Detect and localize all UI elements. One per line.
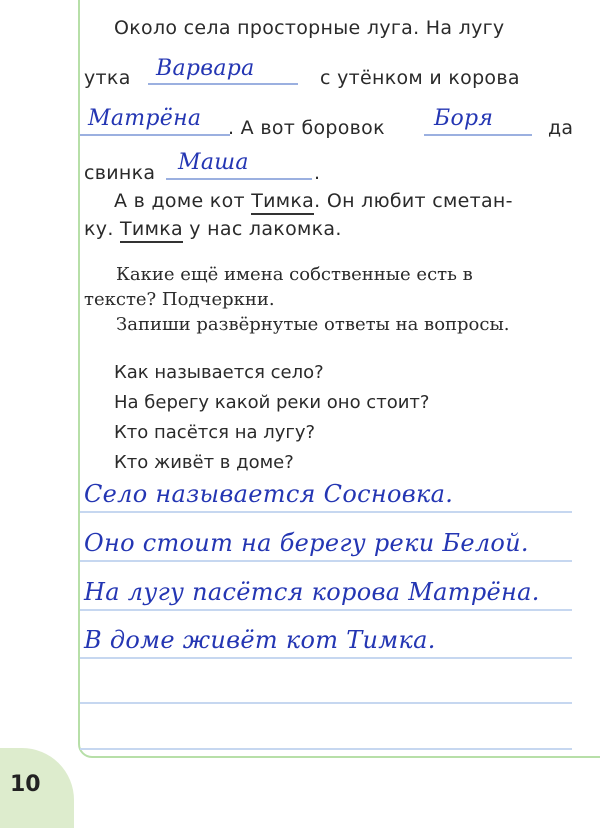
handwritten-answer-4: В доме живёт кот Тимка.	[84, 626, 436, 654]
text-fragment: у нас лакомка.	[189, 218, 342, 240]
text-line-2-end: с утёнком и корова	[320, 67, 520, 89]
task-1-line-2: тексте? Подчеркни.	[84, 289, 275, 310]
underlined-name-cat: Тимка	[251, 190, 314, 215]
handwritten-answer-1: Село называется Сосновка.	[84, 480, 454, 508]
task-2: Запиши развёрнутые ответы на вопросы.	[116, 314, 510, 335]
question-4: Кто живёт в доме?	[114, 452, 294, 473]
handwritten-answer-3: На лугу пасётся корова Матрёна.	[84, 578, 540, 606]
answer-rule	[80, 511, 572, 513]
handwritten-name-boar: Боря	[434, 106, 494, 131]
handwritten-answer-2: Оно стоит на берегу реки Белой.	[84, 529, 529, 557]
task-1-line-1: Какие ещё имена собственные есть в	[116, 264, 473, 285]
answer-blank-pig[interactable]	[166, 178, 312, 180]
answer-rule	[80, 609, 572, 611]
answer-rule	[80, 657, 572, 659]
handwritten-name-duck: Варвара	[156, 56, 255, 81]
handwritten-name-pig: Маша	[178, 150, 249, 175]
answer-blank-boar[interactable]	[424, 134, 532, 136]
answer-rule	[80, 560, 572, 562]
answer-blank-duck[interactable]	[148, 83, 298, 85]
text-fragment: ку.	[84, 218, 114, 240]
underlined-name-cat-2: Тимка	[120, 218, 183, 243]
text-line-1: Около села просторные луга. На лугу	[114, 17, 505, 39]
text-fragment: . Он любит сметан-	[314, 190, 513, 212]
text-line-4-end: .	[314, 162, 321, 184]
text-line-3-end: да	[548, 117, 574, 139]
question-3: Кто пасётся на лугу?	[114, 422, 316, 443]
text-line-6	[84, 218, 342, 240]
handwritten-name-cow: Матрёна	[88, 106, 202, 131]
text-line-5	[114, 190, 513, 212]
answer-blank-cow[interactable]	[80, 134, 230, 136]
answer-rule[interactable]	[80, 748, 572, 750]
text-line-2-start: утка	[84, 67, 131, 89]
question-1: Как называется село?	[114, 362, 324, 383]
question-2: На берегу какой реки оно стоит?	[114, 392, 430, 413]
text-line-3-mid: . А вот боровок	[228, 117, 385, 139]
page-number: 10	[10, 772, 41, 797]
answer-rule[interactable]	[80, 702, 572, 704]
text-line-4-start: свинка	[84, 162, 156, 184]
text-fragment: А в доме кот	[114, 190, 245, 212]
